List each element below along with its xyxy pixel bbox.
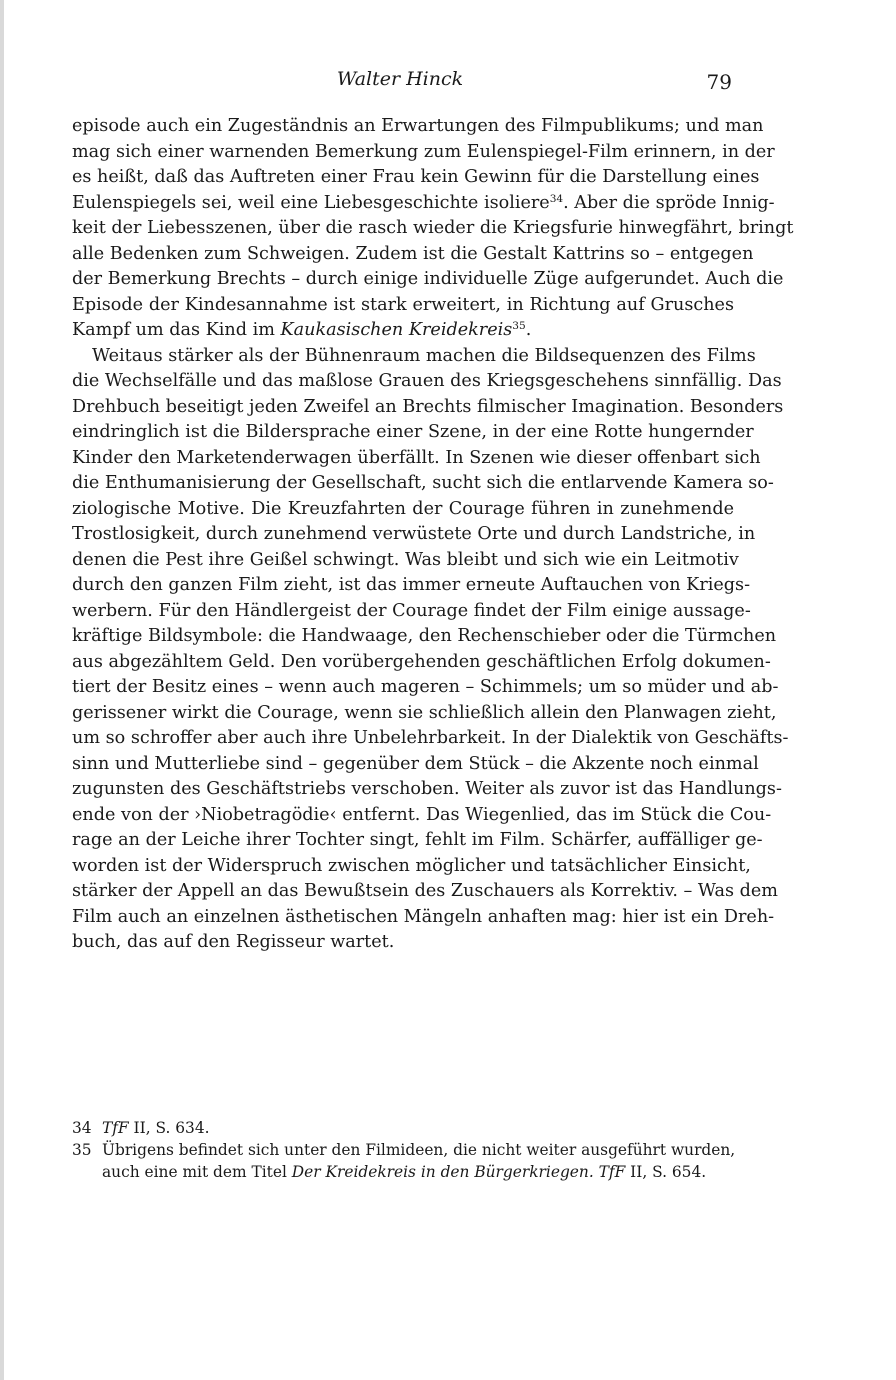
text-line: alle Bedenken zum Schweigen. Zudem ist die Gestalt Kattrins so – entgegen xyxy=(72,243,754,264)
text-line: buch, das auf den Regisseur wartet. xyxy=(72,932,395,952)
footnote-ref-35: 35 xyxy=(512,320,526,333)
text-line: rage an der Leiche ihrer Tochter singt, fehlt im Film. Schärfer, auffälliger ge- xyxy=(72,830,763,850)
text-segment: Eulenspiegels sei, weil eine Liebesgeschichte isoliere xyxy=(72,192,550,213)
text-line: Episode der Kindesannahme ist stark erweitert, in Richtung auf Grusches xyxy=(72,294,734,315)
text-line: die Enthumanisierung der Gesellschaft, sucht sich die entlarvende Kamera so- xyxy=(72,473,774,493)
work-title: Der Kreidekreis in den Bürgerkriegen. xyxy=(291,1163,594,1181)
text-segment: . xyxy=(525,320,532,340)
footnote-35 xyxy=(72,1139,736,1161)
text-line: denen die Pest ihre Geißel schwingt. Was bleibt und sich wie ein Leitmotiv xyxy=(72,549,739,570)
text-line: sinn und Mutterliebe sind – gegenüber dem Stück – die Akzente noch einmal xyxy=(72,753,759,774)
text-line: gerissener wirkt die Courage, wenn sie schließlich allein den Planwagen zieht, xyxy=(72,702,777,723)
text-line: keit der Liebesszenen, über die rasch wieder die Kriegsfurie hinwegfährt, bringt xyxy=(72,218,794,238)
text-line: tiert der Besitz eines – wenn auch mageren – Schimmels; um so müder und ab- xyxy=(72,677,779,697)
text-line: werbern. Für den Händlergeist der Courage findet der Film einige aussage- xyxy=(72,600,751,621)
running-header-author: Walter Hinck xyxy=(336,68,464,90)
source-abbrev: TfF xyxy=(102,1119,129,1137)
work-title: Kaukasischen Kreidekreis xyxy=(280,320,513,340)
text-line: aus abgezähltem Geld. Den vorübergehenden geschäftlichen Erfolg dokumen- xyxy=(72,651,771,672)
text-line: episode auch ein Zugeständnis an Erwartungen des Filmpublikums; und man xyxy=(72,116,764,136)
body-text xyxy=(72,114,794,956)
text-line: durch den ganzen Film zieht, ist das immer erneute Auftauchen von Kriegs- xyxy=(72,575,751,595)
footnote-text: auch eine mit dem Titel xyxy=(102,1163,292,1181)
footnote-text: II, S. 654. xyxy=(625,1163,707,1181)
text-line: es heißt, daß das Auftreten einer Frau kein Gewinn für die Darstellung eines xyxy=(72,167,760,187)
source-abbrev: TfF xyxy=(598,1163,626,1181)
text-line: Kinder den Marketenderwagen überfällt. In Szenen wie dieser offenbart sich xyxy=(72,447,761,468)
text-line: mag sich einer warnenden Bemerkung zum Eulenspiegel-Film erinnern, in der xyxy=(72,141,775,162)
text-line xyxy=(72,318,734,344)
footnote-34 xyxy=(72,1117,736,1139)
text-line: kräftige Bildsymbole: die Handwaage, den Rechenschieber oder die Türmchen xyxy=(72,626,777,646)
text-line: ziologische Motive. Die Kreuzfahrten der Courage führen in zunehmende xyxy=(72,498,734,519)
text-line: Trostlosigkeit, durch zunehmend verwüstete Orte und durch Landstriche, in xyxy=(72,524,756,544)
text-segment: . Aber die spröde Innig- xyxy=(563,192,775,213)
text-segment: Kampf um das Kind im xyxy=(72,320,281,340)
text-line: der Bemerkung Brechts – durch einige individuelle Züge aufgerundet. Auch die xyxy=(72,269,784,289)
page-edge xyxy=(0,0,4,1380)
text-line: die Wechselfälle und das maßlose Grauen des Kriegsgeschehens sinnfällig. Das xyxy=(72,371,782,391)
text-line: worden ist der Widerspruch zwischen möglicher und tatsächlicher Einsicht, xyxy=(72,855,751,876)
page-number: 79 xyxy=(706,70,732,94)
footnotes xyxy=(72,1117,736,1183)
footnote-35-continuation xyxy=(72,1161,736,1183)
text-line: um so schroffer aber auch ihre Unbelehrbarkeit. In der Dialektik von Geschäfts- xyxy=(72,728,789,748)
footnote-number: 34 xyxy=(72,1119,92,1137)
text-line: ende von der ›Niobetragödie‹ entfernt. Das Wiegenlied, das im Stück die Cou- xyxy=(72,804,772,825)
footnote-text: II, S. 634. xyxy=(128,1119,210,1137)
footnote-text: Übrigens befindet sich unter den Filmideen, die nicht weiter ausgeführt wurden, xyxy=(102,1141,736,1159)
text-line: zugunsten des Geschäftstriebs verschoben. Weiter als zuvor ist das Handlungs- xyxy=(72,779,782,799)
text-line: Drehbuch beseitigt jeden Zweifel an Brechts filmischer Imagination. Besonders xyxy=(72,396,784,417)
footnote-number: 35 xyxy=(72,1141,92,1159)
text-line xyxy=(72,191,775,217)
text-line: Film auch an einzelnen ästhetischen Mängeln anhaften mag: hier ist ein Dreh- xyxy=(72,906,775,927)
text-line: stärker der Appell an das Bewußtsein des Zuschauers als Korrektiv. – Was dem xyxy=(72,881,778,901)
footnote-ref-34: 34 xyxy=(549,192,564,205)
text-line: Weitaus stärker als der Bühnenraum machen die Bildsequenzen des Films xyxy=(92,345,756,366)
text-line: eindringlich ist die Bildersprache einer Szene, in der eine Rotte hungernder xyxy=(72,422,754,442)
